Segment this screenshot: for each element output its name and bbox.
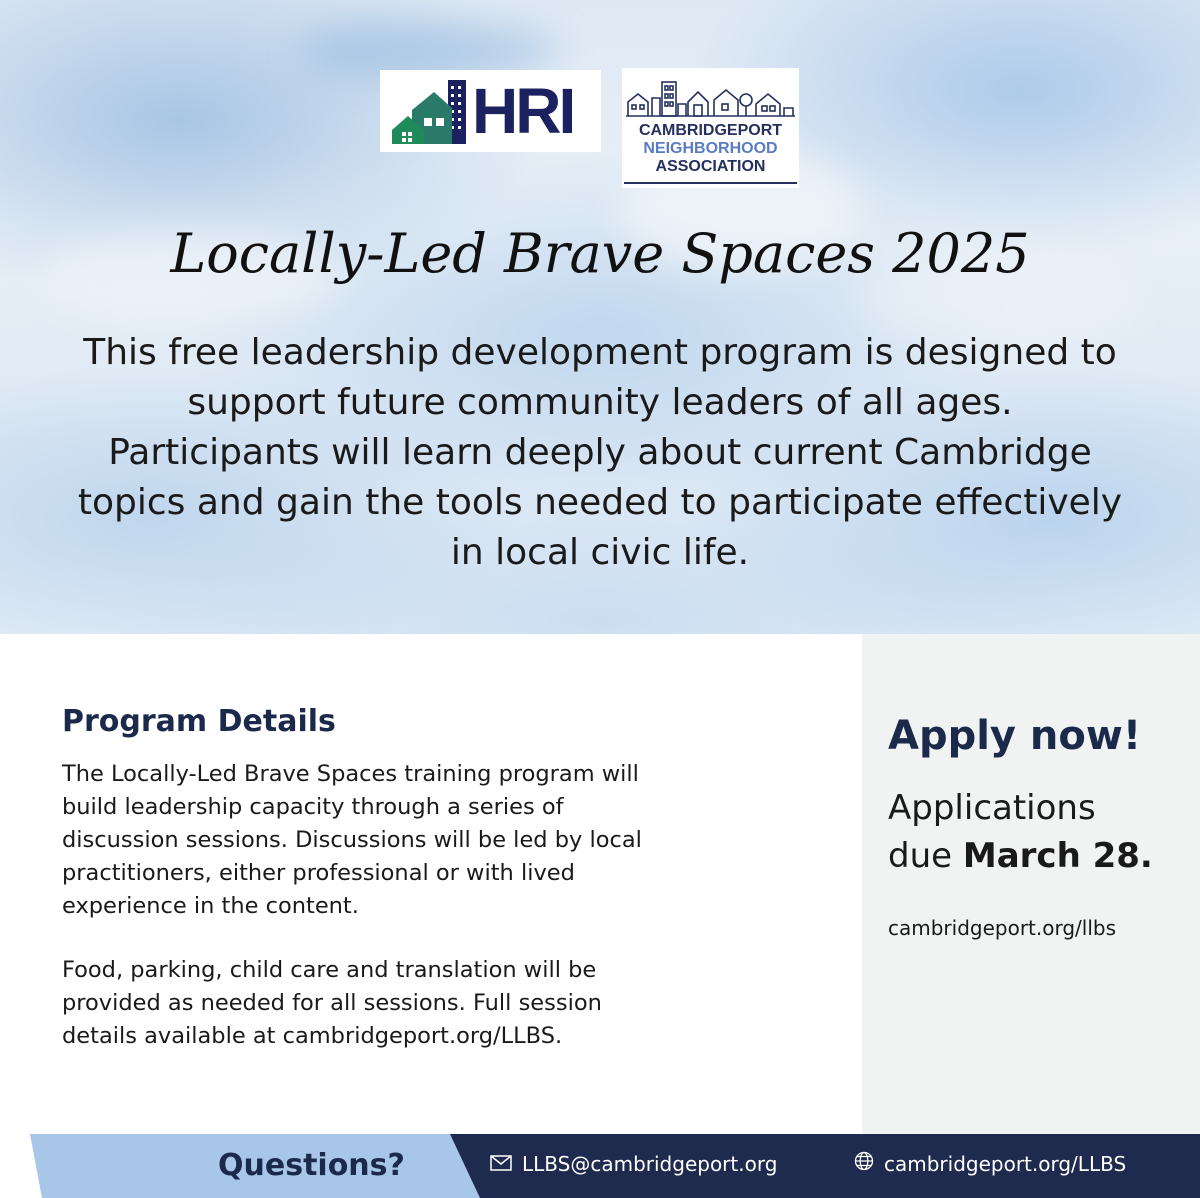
cna-logo-line: ASSOCIATION (655, 158, 766, 175)
contact-email[interactable] (490, 1150, 777, 1178)
program-details-section (0, 634, 862, 1134)
houses-buildings-icon (390, 78, 470, 146)
globe-icon (854, 1150, 874, 1178)
questions-label: Questions? (218, 1148, 405, 1183)
paragraph-line: practitioners, either professional or with lived (62, 860, 575, 886)
deadline-date: March 28. (962, 836, 1153, 876)
description-line: Participants will learn deeply about current Cambridge (108, 432, 1092, 473)
cna-logo-line: NEIGHBORHOOD (643, 140, 778, 157)
paragraph-line: Food, parking, child care and translation will be (62, 957, 597, 983)
logo-divider (624, 182, 797, 184)
apply-heading: Apply now! (888, 713, 1142, 759)
description-line: This free leadership development program is designed to (83, 332, 1117, 373)
hri-logo (380, 70, 601, 152)
paragraph-line: discussion sessions. Discussions will be led by local (62, 827, 642, 853)
page-title: Locally-Led Brave Spaces 2025 (170, 222, 1030, 285)
envelope-icon (490, 1150, 512, 1178)
paragraph-line: details available at cambridgeport.org/LLBS. (62, 1023, 563, 1049)
hri-logo-text: HRI (472, 75, 574, 147)
cna-logo-line: CAMBRIDGEPORT (638, 122, 783, 139)
skyline-icon (626, 78, 795, 118)
email-link[interactable]: LLBS@cambridgeport.org (522, 1152, 778, 1176)
paragraph-line: The Locally-Led Brave Spaces training program will (62, 761, 639, 787)
application-deadline (888, 784, 1188, 880)
description-line: topics and gain the tools needed to participate effectively (77, 482, 1123, 523)
description-line: support future community leaders of all ages. (187, 382, 1013, 423)
apply-section (862, 634, 1200, 1134)
paragraph-line: provided as needed for all sessions. Full session (62, 990, 602, 1016)
program-details-heading: Program Details (62, 704, 336, 739)
program-details-paragraph (62, 758, 762, 923)
paragraph-line: build leadership capacity through a series of (62, 794, 564, 820)
deadline-line (888, 832, 1188, 880)
description-line: in local civic life. (450, 532, 750, 573)
program-details-paragraph (62, 954, 762, 1053)
apply-link[interactable]: cambridgeport.org/llbs (888, 916, 1117, 940)
cambridgeport-logo (622, 68, 799, 188)
footer-bar (0, 1134, 1200, 1198)
deadline-line: Applications (888, 788, 1096, 828)
paragraph-line: experience in the content. (62, 893, 359, 919)
program-description (30, 328, 1170, 578)
website-link[interactable]: cambridgeport.org/LLBS (884, 1152, 1127, 1176)
contact-website[interactable] (854, 1150, 1126, 1178)
deadline-prefix: due (888, 836, 953, 876)
